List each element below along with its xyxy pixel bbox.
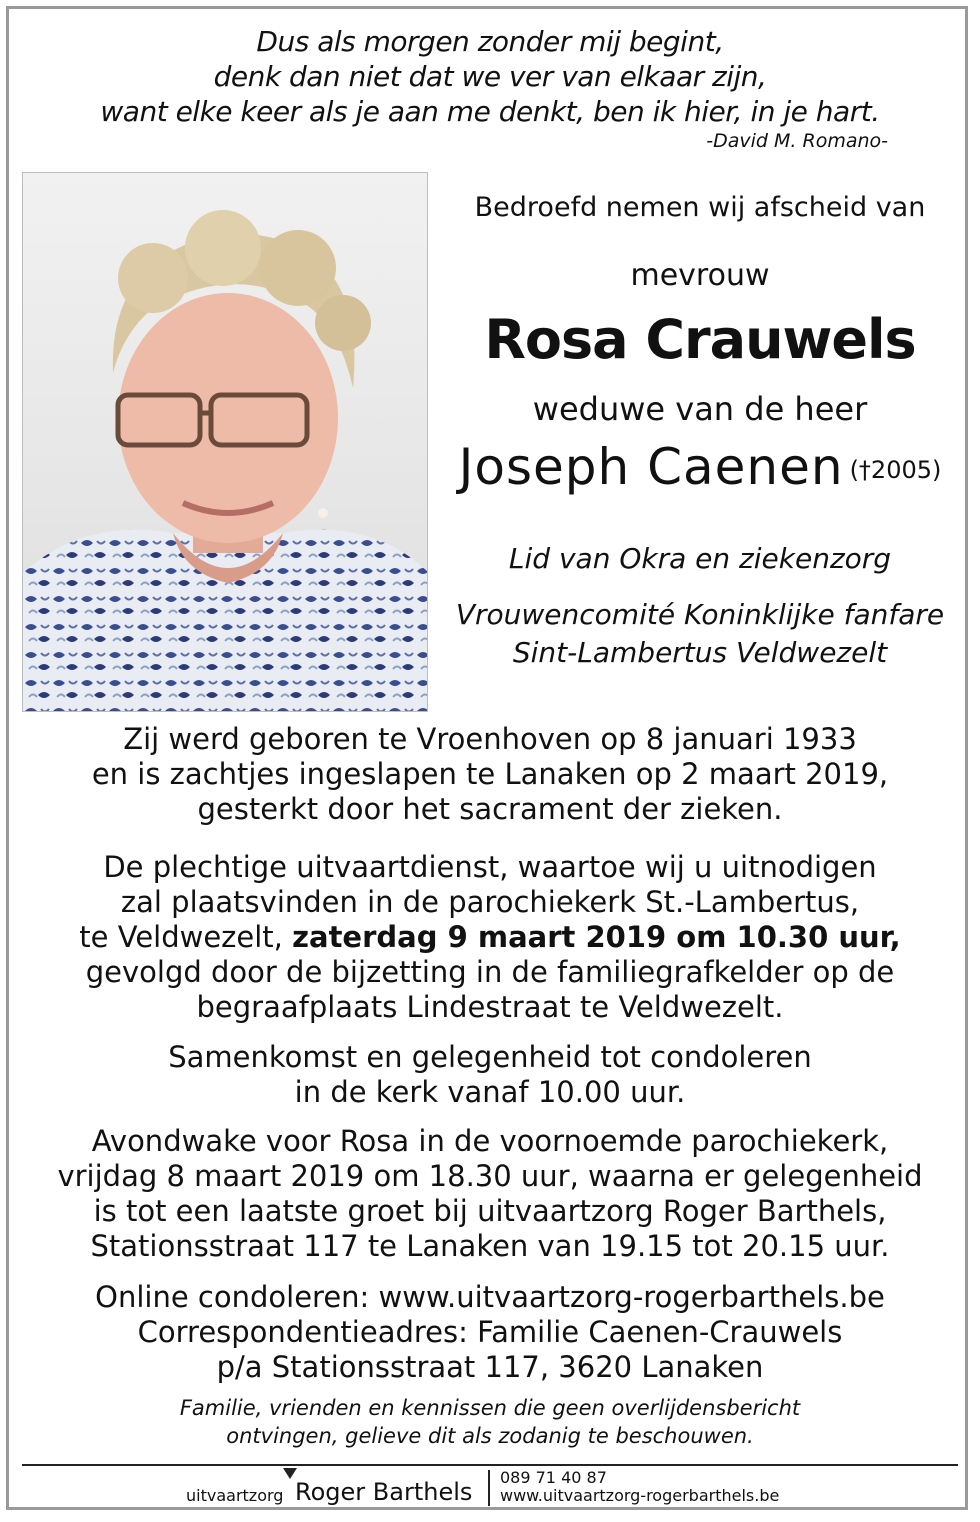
footer [0,1466,980,1510]
service-paragraph [0,850,980,1025]
quote-line: want elke keer als je aan me denkt, ben ik hier, in je hart. [100,95,880,128]
portrait-photo [22,172,428,712]
note-line: ontvingen, gelieve dit als zodanig te beschouwen. [226,1424,754,1448]
title-text: mevrouw [630,258,770,293]
birth-paragraph [0,722,980,827]
quote [0,24,980,129]
paragraph-line: Zij werd geboren te Vroenhoven op 8 januari 1933 [123,722,857,756]
committee-line: Sint-Lambertus Veldwezelt [512,636,888,669]
footer-prefix: uitvaartzorg [186,1486,284,1505]
footer-brand: Roger Barthels [295,1478,473,1506]
footer-separator [488,1470,490,1506]
widow-of-text: weduwe van de heer [532,390,868,428]
paragraph-line: Correspondentieadres: Familie Caenen-Crauwels [137,1315,843,1349]
paragraph-line: gevolgd door de bijzetting in de familiegrafkelder op de [85,955,895,989]
paragraph-line: vrijdag 8 maart 2019 om 18.30 uur, waarna er gelegenheid [57,1159,923,1193]
paragraph-line: p/a Stationsstraat 117, 3620 Lanaken [216,1350,764,1384]
portrait-illustration [23,173,428,712]
quote-line: Dus als morgen zonder mij begint, [256,25,724,58]
footer-website: www.uitvaartzorg-rogerbarthels.be [500,1486,780,1505]
gathering-paragraph [0,1040,980,1110]
membership-text: Lid van Okra en ziekenzorg [508,542,892,575]
paragraph-line: in de kerk vanaf 10.00 uur. [294,1075,686,1109]
paragraph-line [0,920,980,955]
footer-phone: 089 71 40 87 [500,1468,607,1487]
committee-text [430,596,970,672]
committee-line: Vrouwencomité Koninklijke fanfare [455,598,945,631]
paragraph-line: Stationsstraat 117 te Lanaken van 19.15 tot 20.15 uur. [90,1229,890,1263]
contact-paragraph [0,1280,980,1385]
service-location: te Veldwezelt, [79,920,293,954]
paragraph-line: begraafplaats Lindestraat te Veldwezelt. [196,990,784,1024]
paragraph-line: Avondwake voor Rosa in de voornoemde parochiekerk, [91,1124,889,1158]
deceased-name: Rosa Crauwels [484,308,916,371]
quote-author: -David M. Romano- [706,130,888,152]
spouse-line [430,438,970,496]
paragraph-line: zal plaatsvinden in de parochiekerk St.-Lambertus, [120,885,860,919]
paragraph-line: en is zachtjes ingeslapen te Lanaken op 2 maart 2019, [91,757,889,791]
intro-text: Bedroefd nemen wij afscheid van [474,192,926,223]
quote-line: denk dan niet dat we ver van elkaar zijn, [213,60,767,93]
wake-paragraph [0,1124,980,1264]
paragraph-line: Samenkomst en gelegenheid tot condoleren [168,1040,812,1074]
spouse-name: Joseph Caenen [458,438,844,496]
note-line: Familie, vrienden en kennissen die geen overlijdensbericht [179,1396,801,1420]
paragraph-line: is tot een laatste groet bij uitvaartzorg Roger Barthels, [93,1194,887,1228]
service-datetime: zaterdag 9 maart 2019 om 10.30 uur, [292,920,901,954]
notice-note [0,1394,980,1450]
paragraph-line: gesterkt door het sacrament der zieken. [197,792,783,826]
paragraph-line: Online condoleren: www.uitvaartzorg-rogerbarthels.be [95,1280,885,1314]
paragraph-line: De plechtige uitvaartdienst, waartoe wij u uitnodigen [103,850,877,884]
spouse-year: (†2005) [849,456,942,484]
